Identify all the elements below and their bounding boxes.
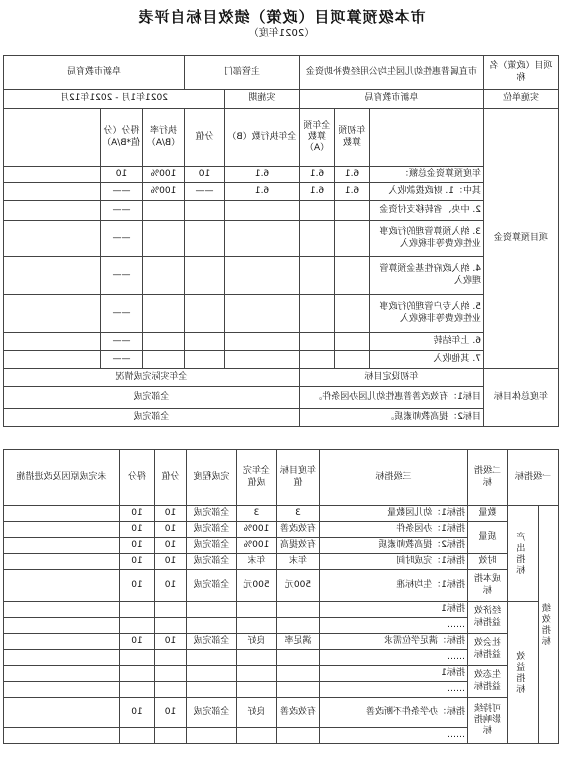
budget-cell — [184, 351, 224, 369]
budget-cell: —— — [100, 257, 142, 295]
ind-level1-benefit: 效益指标 — [507, 602, 538, 744]
ind-target: 3 — [276, 506, 319, 522]
budget-cell: 6.1 — [335, 167, 370, 183]
ind-target — [276, 602, 319, 618]
ind-got — [119, 650, 154, 666]
ind-reason — [3, 682, 119, 698]
budget-row-label: 年度预算资金总额： — [370, 167, 484, 183]
ind-reason — [3, 570, 119, 602]
page-title: 市本级预算项目（政策）绩效目标自评表 — [137, 8, 426, 26]
budget-cell: 6.1 — [300, 167, 335, 183]
ind-header-reason: 未完成原因及改进措施 — [3, 450, 119, 506]
budget-header-annual: 全年预算数（A） — [300, 109, 335, 167]
ind-level1-output: 产出指标 — [507, 506, 538, 602]
ind-target: 年末 — [276, 554, 319, 570]
period-label: 实施期 — [225, 90, 300, 109]
dept-label: 主管部门 — [184, 56, 299, 90]
ind-l3: 指标：满足学位需求 — [319, 634, 467, 650]
ind-target: 有效改善 — [276, 698, 319, 728]
budget-cell — [184, 295, 224, 333]
budget-header-score: 分值 — [184, 109, 224, 167]
budget-cell — [335, 257, 370, 295]
ind-actual — [236, 618, 276, 634]
ind-got — [119, 728, 154, 744]
ind-actual — [236, 602, 276, 618]
ind-got: 10 — [119, 554, 154, 570]
ind-l3: 指标1 — [319, 666, 467, 682]
budget-cell — [300, 351, 335, 369]
ind-degree: 全部完成 — [186, 522, 236, 538]
budget-spacer — [3, 201, 100, 221]
ind-l3: …… — [319, 650, 467, 666]
ind-reason — [3, 634, 119, 650]
ind-l2: 经济效益指标 — [467, 602, 507, 634]
ind-degree: 全部完成 — [186, 506, 236, 522]
ind-degree: 全部完成 — [186, 570, 236, 602]
budget-cell — [225, 257, 300, 295]
budget-row-label: 7. 其他收入 — [370, 351, 484, 369]
budget-cell — [142, 295, 184, 333]
budget-row-label: 4. 纳入政府性基金预算管理收入 — [370, 257, 484, 295]
ind-reason — [3, 522, 119, 538]
ind-header-degree: 完成程度 — [186, 450, 236, 506]
page-subtitle: （2021年度） — [248, 28, 315, 39]
budget-cell: 10 — [100, 167, 142, 183]
ind-degree — [186, 618, 236, 634]
budget-cell — [225, 221, 300, 257]
ind-l3: …… — [319, 682, 467, 698]
ind-level1-perf: 绩效指标 — [539, 506, 559, 744]
ind-target — [276, 618, 319, 634]
budget-cell: —— — [100, 221, 142, 257]
ind-score: 10 — [154, 554, 186, 570]
budget-cell: —— — [100, 295, 142, 333]
project-name: 市直属普惠性幼儿园生均公用经费补助资金 — [300, 56, 484, 90]
budget-row-label: 5. 纳入专户管理的行政事业性收费等非税收入 — [370, 295, 484, 333]
budget-spacer — [3, 333, 100, 351]
budget-header-rate: 执行率（B/A） — [142, 109, 184, 167]
ind-got: 10 — [119, 506, 154, 522]
ind-target: 有效改善 — [276, 522, 319, 538]
budget-cell: —— — [100, 333, 142, 351]
ind-l2: 时效 — [467, 554, 507, 570]
budget-cell — [335, 351, 370, 369]
budget-header-executed: 全年执行数（B） — [225, 109, 300, 167]
budget-header-got: 得分（分值*B/A） — [100, 109, 142, 167]
ind-actual — [236, 682, 276, 698]
goal-actual: 全部完成 — [3, 409, 299, 427]
ind-degree: 全部完成 — [186, 634, 236, 650]
ind-l3: 指标1：幼儿园数量 — [319, 506, 467, 522]
ind-score: 10 — [154, 698, 186, 728]
ind-l3: 指标1：生均标准 — [319, 570, 467, 602]
ind-got: 10 — [119, 634, 154, 650]
ind-actual: 良好 — [236, 698, 276, 728]
ind-actual: 3 — [236, 506, 276, 522]
budget-cell — [142, 351, 184, 369]
budget-spacer — [3, 257, 100, 295]
budget-row-label: 其中：1. 财政拨款收入 — [370, 183, 484, 201]
budget-spacer — [3, 183, 100, 201]
ind-reason — [3, 666, 119, 682]
ind-degree — [186, 682, 236, 698]
ind-reason — [3, 728, 119, 744]
ind-target — [276, 728, 319, 744]
ind-header-target: 年度目标值 — [276, 450, 319, 506]
ind-degree — [186, 666, 236, 682]
ind-actual: 500元 — [236, 570, 276, 602]
budget-cell: 100% — [142, 183, 184, 201]
ind-got — [119, 618, 154, 634]
goal-actual: 全部完成 — [3, 387, 299, 409]
ind-degree: 全部完成 — [186, 554, 236, 570]
budget-cell: —— — [100, 201, 142, 221]
budget-cell — [142, 333, 184, 351]
ind-reason — [3, 506, 119, 522]
ind-score — [154, 682, 186, 698]
budget-cell — [300, 221, 335, 257]
budget-cell: 6.1 — [225, 167, 300, 183]
ind-l2: 质量 — [467, 522, 507, 554]
budget-cell — [335, 201, 370, 221]
budget-row-label: 6. 上年结转 — [370, 333, 484, 351]
ind-target — [276, 682, 319, 698]
ind-target: 满足率 — [276, 634, 319, 650]
budget-cell — [184, 201, 224, 221]
budget-cell — [184, 221, 224, 257]
ind-actual — [236, 666, 276, 682]
budget-cell — [335, 295, 370, 333]
ind-header-l3: 三级指标 — [319, 450, 467, 506]
budget-cell — [335, 221, 370, 257]
ind-target — [276, 666, 319, 682]
ind-score: 10 — [154, 522, 186, 538]
budget-cell — [300, 201, 335, 221]
goals-col-plan: 年初设定目标 — [300, 369, 484, 387]
budget-cell — [142, 221, 184, 257]
ind-l3: …… — [319, 728, 467, 744]
ind-actual: 年末 — [236, 554, 276, 570]
ind-score — [154, 728, 186, 744]
ind-header-l1: 一级指标 — [507, 450, 558, 506]
budget-cell — [184, 333, 224, 351]
ind-actual — [236, 728, 276, 744]
ind-got: 10 — [119, 698, 154, 728]
ind-l2: 成本指标 — [467, 570, 507, 602]
ind-target: 500元 — [276, 570, 319, 602]
budget-cell: 6.1 — [300, 183, 335, 201]
ind-target — [276, 650, 319, 666]
project-name-label: 项目（政策）名称 — [484, 56, 559, 90]
ind-score — [154, 650, 186, 666]
budget-cell — [225, 351, 300, 369]
ind-score: 10 — [154, 634, 186, 650]
goal-plan: 目标2：提高教师素质。 — [300, 409, 484, 427]
ind-got — [119, 682, 154, 698]
ind-l2: 生态效益指标 — [467, 666, 507, 698]
budget-cell: 100% — [142, 167, 184, 183]
ind-header-got: 得分 — [119, 450, 154, 506]
ind-degree: 全部完成 — [186, 538, 236, 554]
period-value: 2021年1月 - 2021年12月 — [3, 90, 224, 109]
unit-label: 实施单位 — [484, 90, 559, 109]
ind-reason — [3, 698, 119, 728]
budget-header-blank — [370, 109, 484, 167]
budget-section-label: 项目预算资金 — [484, 109, 559, 369]
goals-section-label: 年度总体目标 — [484, 369, 559, 427]
budget-cell: —— — [100, 183, 142, 201]
budget-cell: 6.1 — [225, 183, 300, 201]
ind-reason — [3, 538, 119, 554]
budget-cell: 10 — [184, 167, 224, 183]
ind-got — [119, 666, 154, 682]
ind-actual: 100% — [236, 538, 276, 554]
ind-got — [119, 602, 154, 618]
ind-reason — [3, 650, 119, 666]
ind-reason — [3, 618, 119, 634]
ind-header-actual: 全年完成值 — [236, 450, 276, 506]
budget-cell — [142, 257, 184, 295]
ind-l3: 指标2：提高教师素质 — [319, 538, 467, 554]
ind-actual: 良好 — [236, 634, 276, 650]
ind-score — [154, 666, 186, 682]
budget-header-initial: 年初预算数 — [335, 109, 370, 167]
budget-cell — [300, 295, 335, 333]
ind-target: 有效提高 — [276, 538, 319, 554]
ind-got: 10 — [119, 570, 154, 602]
ind-degree — [186, 728, 236, 744]
ind-l3: …… — [319, 618, 467, 634]
budget-cell: 6.1 — [335, 183, 370, 201]
budget-cell — [335, 333, 370, 351]
budget-cell — [300, 333, 335, 351]
budget-cell — [225, 201, 300, 221]
ind-degree: 全部完成 — [186, 698, 236, 728]
ind-degree — [186, 602, 236, 618]
budget-cell: —— — [184, 183, 224, 201]
ind-l3: 指标1：办园条件 — [319, 522, 467, 538]
budget-row-label: 2. 中央、省转移支付资金 — [370, 201, 484, 221]
budget-row-label: 3. 纳入预算管理的行政事业性收费等非税收入 — [370, 221, 484, 257]
ind-l2: 可持续影响指标 — [467, 698, 507, 744]
budget-spacer — [3, 351, 100, 369]
ind-degree — [186, 650, 236, 666]
goals-col-actual: 全年实际完成情况 — [3, 369, 299, 387]
budget-cell — [300, 257, 335, 295]
ind-l3: 指标：办学条件不断改善 — [319, 698, 467, 728]
ind-reason — [3, 554, 119, 570]
budget-cell — [142, 201, 184, 221]
budget-table — [3, 55, 559, 427]
ind-l3: 指标1：完成时间 — [319, 554, 467, 570]
budget-cell: —— — [100, 351, 142, 369]
ind-score: 10 — [154, 538, 186, 554]
ind-reason — [3, 602, 119, 618]
ind-header-l2: 二级指标 — [467, 450, 507, 506]
unit-value: 阜新市教育局 — [300, 90, 484, 109]
budget-header-spacer — [3, 109, 100, 167]
ind-l2: 数量 — [467, 506, 507, 522]
dept-value: 阜新市教育局 — [3, 56, 184, 90]
budget-spacer — [3, 221, 100, 257]
ind-score — [154, 618, 186, 634]
ind-l3: 指标1 — [319, 602, 467, 618]
budget-cell — [225, 295, 300, 333]
budget-spacer — [3, 295, 100, 333]
ind-score — [154, 602, 186, 618]
ind-header-score: 分值 — [154, 450, 186, 506]
budget-cell — [184, 257, 224, 295]
ind-score: 10 — [154, 506, 186, 522]
ind-l2: 社会效益指标 — [467, 634, 507, 666]
goal-plan: 目标1：有效改善普惠性幼儿园办园条件。 — [300, 387, 484, 409]
indicators-table — [3, 449, 559, 744]
ind-got: 10 — [119, 538, 154, 554]
ind-got: 10 — [119, 522, 154, 538]
budget-spacer — [3, 167, 100, 183]
budget-cell — [225, 333, 300, 351]
ind-actual: 100% — [236, 522, 276, 538]
ind-score: 10 — [154, 570, 186, 602]
ind-actual — [236, 650, 276, 666]
